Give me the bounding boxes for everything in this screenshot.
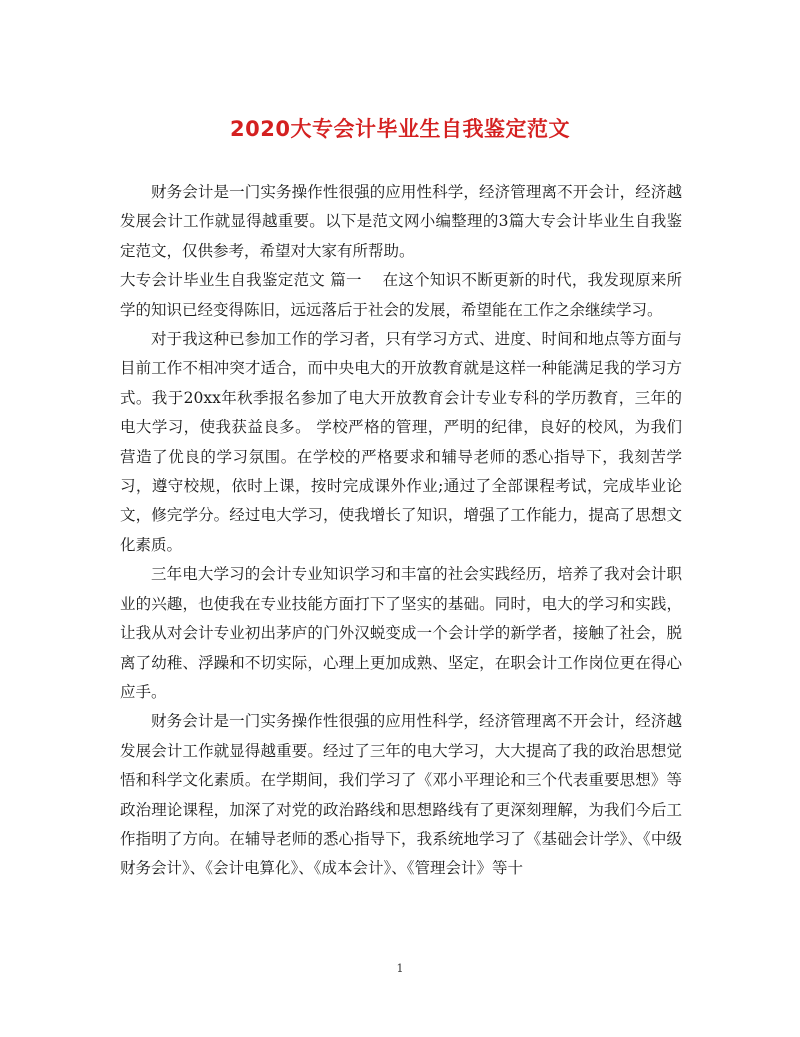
paragraph-practice: 三年电大学习的会计专业知识学习和丰富的社会实践经历，培养了我对会计职业的兴趣，也使我在专业技能方面打下了坚实的基础。同时，电大的学习和实践，让我从对会计专业初出茅庐的门外汉蜕变成一个会计学的新学者，接触了社会，脱离了幼稚、浮躁和不切实际，心理上更加成熟、坚定，在职会计工作岗位更在得心应手。 <box>120 565 682 701</box>
document-title: 2020大专会计毕业生自我鉴定范文 <box>230 117 570 141</box>
paragraph-section-heading: 大专会计毕业生自我鉴定范文 篇一 在这个知识不断更新的时代，我发现原来所学的知识已经变得陈旧，远远落后于社会的发展，希望能在工作之余继续学习。 <box>120 271 682 319</box>
paragraph-accounting: 财务会计是一门实务操作性很强的应用性科学，经济管理离不开会计，经济越发展会计工作就显得越重要。经过了三年的电大学习，大大提高了我的政治思想觉悟和科学文化素质。在学期间，我们学习了《邓小平理论和三个代表重要思想》等政治理论课程，加深了对党的政治路线和思想路线有了更深刻理解，为我们今后工作指明了方向。在辅导老师的悉心指导下，我系统地学习了《基础会计学》、《中级财务会计》、《会计电算化》、《成本会计》、《管理会计》等十 <box>120 712 682 878</box>
paragraph-study-method: 对于我这种已参加工作的学习者，只有学习方式、进度、时间和地点等方面与目前工作不相冲突才适合，而中央电大的开放教育就是这样一种能满足我的学习方式。我于20xx年秋季报名参加了电大开放教育会计专业专科的学历教育，三年的电大学习，使我获益良多。 学校严格的管理，严明的纪律，良好的校风，为我们营造了优良的学习氛围。在学校的严格要求和辅导老师的悉心指导下，我刻苦学习，遵守校规，依时上课，按时完成课外作业;通过了全部课程考试，完成毕业论文，修完学分。经过电大学习，使我增长了知识，增强了工作能力，提高了思想文化素质。 <box>120 330 682 554</box>
page-number: 1 <box>396 962 404 975</box>
paragraph-intro: 财务会计是一门实务操作性很强的应用性科学，经济管理离不开会计，经济越发展会计工作就显得越重要。以下是范文网小编整理的3篇大专会计毕业生自我鉴定范文，仅供参考，希望对大家有所帮助。 <box>120 183 682 260</box>
document-body <box>120 178 682 884</box>
